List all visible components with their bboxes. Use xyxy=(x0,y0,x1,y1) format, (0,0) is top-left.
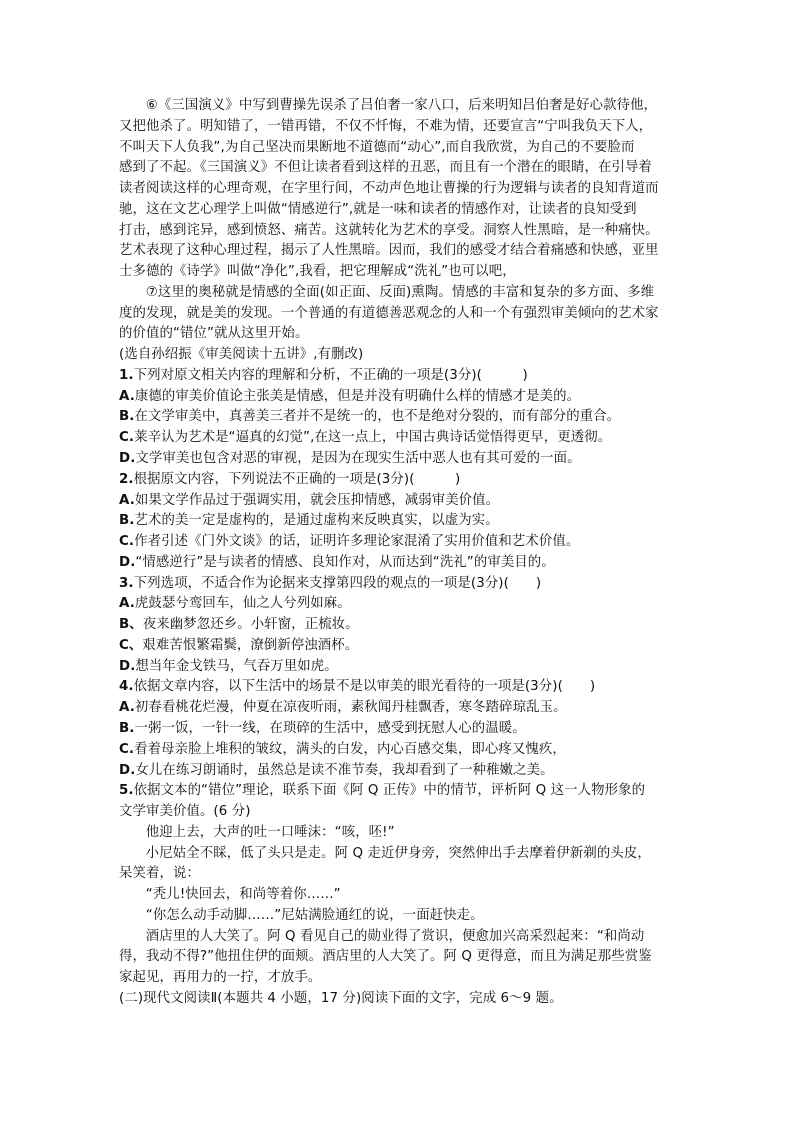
question-5 xyxy=(119,781,685,989)
question-number: 5. xyxy=(119,783,134,799)
source-citation: (选自孙绍振《审美阅读十五讲》,有删改) xyxy=(119,347,364,363)
excerpt-line: “你怎么动手动脚……”尼姑满脸通红的说，一面赶快走。 xyxy=(145,907,484,923)
option-label: B. xyxy=(119,720,135,736)
option-text: 虎鼓瑟兮鸾回车，仙之人兮列如麻。 xyxy=(134,596,351,612)
option-b[interactable] xyxy=(119,511,685,532)
option-d[interactable] xyxy=(119,553,685,574)
excerpt-line: 呆笑着，说： xyxy=(119,866,200,882)
text-line: 又把他杀了。明知错了，一错再错，不仅不忏悔，不难为情，还要宣言“宁叫我负天下人， xyxy=(119,118,653,134)
question-stem-continued: 文学审美价值。(6 分) xyxy=(119,804,251,820)
passage-paragraph-6 xyxy=(119,96,685,283)
passage-paragraph-7 xyxy=(119,283,685,345)
option-label: D. xyxy=(119,451,136,467)
section-heading: (二)现代文阅读Ⅱ(本题共 4 小题，17 分)阅读下面的文字，完成 6～9 题。 xyxy=(119,990,563,1006)
excerpt-line: 得，我动不得?”他扭住伊的面颊。酒店里的人大笑了。阿 Q 更得意，而且为满足那些赏鉴 xyxy=(119,949,652,965)
option-c[interactable] xyxy=(119,636,685,657)
question-stem xyxy=(119,366,685,387)
option-label: C. xyxy=(119,534,135,550)
text-line: 艺术表现了这种心理过程，揭示了人性黑暗。因而，我们的感受才结合着痛感和快感，亚里 xyxy=(119,243,659,259)
option-c[interactable] xyxy=(119,428,685,449)
option-text: 女儿在练习朗诵时，虽然总是读不准节奏，我却看到了一种稚嫩之美。 xyxy=(135,762,554,778)
option-text: 初春看桃花烂漫，仲夏在凉夜听雨，素秋闻丹桂飘香，寒冬踏碎琼乱玉。 xyxy=(134,700,567,716)
option-text: 看着母亲脸上堆积的皱纹，满头的白发，内心百感交集，即心疼又愧疚， xyxy=(134,741,566,757)
question-text: 下列对原文相关内容的理解和分析，不正确的一项是(3分)( ) xyxy=(133,367,528,383)
option-label: B. xyxy=(119,513,135,529)
text-line: 不叫天下人负我”,为自己坚决而果断地不道德而“动心”,而自我欣赏，为自己的不要脸而 xyxy=(119,139,635,155)
question-text: 下列选项，不适合作为论据来支撑第四段的观点的一项是(3分)( ) xyxy=(133,575,542,591)
question-4 xyxy=(119,677,685,781)
question-stem xyxy=(119,470,685,491)
question-text: 根据原文内容，下列说法不正确的一项是(3分)( ) xyxy=(133,471,461,487)
option-text: 艺术的美一定是虚构的，是通过虚构来反映真实，以虚为实。 xyxy=(134,513,499,529)
text-line: 打击，感到诧异，感到愤怒、痛苦。这就转化为艺术的享受。洞察人性黑暗，是一种痛快。 xyxy=(119,222,659,238)
option-label: A. xyxy=(119,700,135,716)
option-label: B. xyxy=(119,409,135,425)
question-number: 2. xyxy=(119,471,134,487)
option-d[interactable] xyxy=(119,761,685,782)
option-b[interactable] xyxy=(119,407,685,428)
question-3 xyxy=(119,574,685,678)
option-d[interactable] xyxy=(119,449,685,470)
option-c[interactable] xyxy=(119,532,685,553)
option-text: 如果文学作品过于强调实用，就会压抑情感，减弱审美价值。 xyxy=(134,492,500,508)
question-2 xyxy=(119,470,685,574)
text-line: 读者阅读这样的心理奇观，在字里行间，不动声色地让曹操的行为逻辑与读者的良知背道而 xyxy=(119,181,659,197)
option-c[interactable] xyxy=(119,740,685,761)
question-text: 依据文章内容，以下生活中的场景不是以审美的眼光看待的一项是(3分)( ) xyxy=(133,679,596,695)
question-stem xyxy=(119,677,685,698)
option-text: 康德的审美价值论主张美是情感，但是并没有明确什么样的情感才是美的。 xyxy=(134,388,581,404)
option-label: D. xyxy=(119,554,136,570)
option-label: C、 xyxy=(119,637,143,653)
text-line: 士多德的《诗学》叫做“净化”,我看，把它理解成“洗礼”也可以吧， xyxy=(119,264,516,280)
excerpt-line: “秃儿!快回去，和尚等着你……” xyxy=(145,887,341,903)
option-text: 一粥一饭，一针一线，在琐碎的生活中，感受到抚慰人心的温暖。 xyxy=(134,720,526,736)
option-a[interactable] xyxy=(119,387,685,408)
excerpt-line: 酒店里的人大笑了。阿 Q 看见自己的勋业得了赏识，便愈加兴高采烈起来：“和尚动 xyxy=(145,928,645,944)
option-a[interactable] xyxy=(119,491,685,512)
excerpt xyxy=(119,823,685,989)
text-line: ⑥《三国演义》中写到曹操先误杀了吕伯奢一家八口，后来明知吕伯奢是好心款待他， xyxy=(145,98,658,113)
option-b[interactable] xyxy=(119,615,685,636)
option-text: 作者引述《门外文谈》的话，证明许多理论家混淆了实用价值和艺术价值。 xyxy=(134,534,580,550)
text-line: 驰，这在文艺心理学上叫做“情感逆行”,就是一味和读者的情感作对，让读者的良知受到 xyxy=(119,201,637,217)
question-stem xyxy=(119,781,685,802)
question-number: 3. xyxy=(119,575,134,591)
option-text: 夜来幽梦忽还乡。小轩窗，正梳妆。 xyxy=(142,617,359,633)
option-label: D. xyxy=(119,658,136,674)
question-number: 1. xyxy=(119,367,134,383)
document-page xyxy=(119,96,685,1010)
option-label: A. xyxy=(119,388,135,404)
option-label: C. xyxy=(119,430,135,446)
text-line: ⑦这里的奥秘就是情感的全面(如正面、反面)熏陶。情感的丰富和复杂的多方面、多维 xyxy=(145,284,655,300)
question-number: 4. xyxy=(119,679,134,695)
option-label: D. xyxy=(119,762,136,778)
option-label: B、 xyxy=(119,617,143,633)
option-text: 文学审美也包含对恶的审视，是因为在现实生活中恶人也有其可爱的一面。 xyxy=(135,451,581,467)
text-line: 度的发现，就是美的发现。一个普通的有道德善恶观念的人和一个有强烈审美倾向的艺术家 xyxy=(119,305,659,321)
excerpt-line: 家起见，再用力的一拧，才放手。 xyxy=(119,970,322,986)
option-label: C. xyxy=(119,741,135,757)
option-text: 在文学审美中，真善美三者并不是统一的，也不是绝对分裂的，而有部分的重合。 xyxy=(134,409,621,425)
question-text: 依据文本的“错位”理论，联系下面《阿 Q 正传》中的情节，评析阿 Q 这一人物形象的 xyxy=(133,783,646,799)
text-line: 感到了不起。《三国演义》不但让读者看到这样的丑恶，而且有一个潜在的眼睛，在引导着 xyxy=(119,160,652,176)
option-a[interactable] xyxy=(119,594,685,615)
option-label: A. xyxy=(119,492,135,508)
option-b[interactable] xyxy=(119,719,685,740)
option-label: A. xyxy=(119,596,135,612)
option-text: 想当年金戈铁马，气吞万里如虎。 xyxy=(135,658,338,674)
question-stem xyxy=(119,574,685,595)
option-text: “情感逆行”是与读者的情感、良知作对，从而达到“洗礼”的审美目的。 xyxy=(135,554,555,570)
option-d[interactable] xyxy=(119,657,685,678)
question-1 xyxy=(119,366,685,470)
text-line: 的价值的“错位”就从这里开始。 xyxy=(119,326,309,342)
option-a[interactable] xyxy=(119,698,685,719)
excerpt-line: 小尼姑全不睬，低了头只是走。阿 Q 走近伊身旁，突然伸出手去摩着伊新剃的头皮， xyxy=(145,845,651,861)
excerpt-line: 他迎上去，大声的吐一口唾沫：“咳，呸!” xyxy=(145,824,395,840)
option-text: 艰难苦恨繁霜鬓，潦倒新停浊酒杯。 xyxy=(142,637,359,653)
option-text: 莱辛认为艺术是“逼真的幻觉”,在这一点上，中国古典诗话觉悟得更早，更透彻。 xyxy=(134,430,612,446)
